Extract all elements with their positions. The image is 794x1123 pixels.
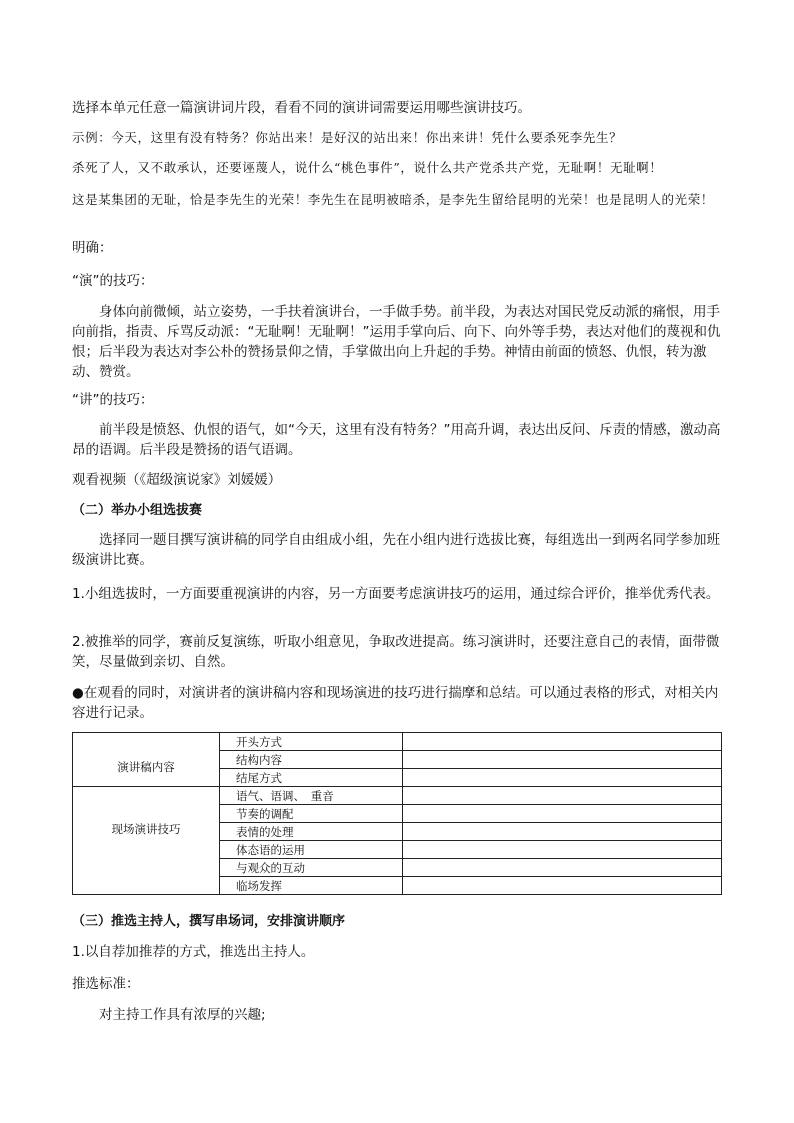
table-cell-blank <box>403 769 722 787</box>
yan-heading: “演”的技巧： <box>72 273 154 289</box>
table-row-label: 与观众的互动 <box>220 859 403 877</box>
table-cell-blank <box>403 859 722 877</box>
table-row-label: 开头方式 <box>220 733 403 751</box>
table-cell-blank <box>403 733 722 751</box>
group-speech-content: 演讲稿内容 <box>73 733 220 787</box>
table-row-label: 体态语的运用 <box>220 841 403 859</box>
list-item-1: 1.小组选拔时，一方面要重视演讲的内容，另一方面要考虑演讲技巧的运用，通过综合评价，推举优秀代表。 <box>72 586 720 602</box>
bullet-note: ●在观看的同时，对演讲者的演讲稿内容和现场演进的技巧进行揣摩和总结。可以通过表格的形式，对相关内容进行记录。 <box>72 685 719 721</box>
section2-body: 选择同一题目撰写演讲稿的同学自由组成小组，先在小组内进行选拔比赛，每组选出一到两名同学参加班级演讲比赛。 <box>72 532 720 568</box>
list-item-2: 2.被推举的同学，赛前反复演练，听取小组意见，争取改进提高。练习演讲时，还要注意自己的表情，面带微笑，尽量做到亲切、自然。 <box>72 634 720 670</box>
table-row-label: 结尾方式 <box>220 769 403 787</box>
table-cell-blank <box>403 805 722 823</box>
table-cell-blank <box>403 877 722 895</box>
yan-body: 身体向前微倾，站立姿势，一手扶着演讲台，一手做手势。前半段，为表达对国民党反动派的痛恨，用手向前指，指责、斥骂反动派：“无耻啊！无耻啊！”运用手掌向后、向下、向外等手势，表达对他们的蔑视和仇恨；后半段为表达对李公朴的赞扬景仰之情，手掌做出向上升起的手势。神情由前面的愤怒、仇恨，转为激动、赞赏。 <box>72 304 721 380</box>
example-line-2: 杀死了人，又不敢承认，还要诬蔑人，说什么“桃色事件”，说什么共产党杀共产党，无耻啊！无耻啊！ <box>72 160 663 175</box>
table-cell-blank <box>403 841 722 859</box>
example-line-3: 这是某集团的无耻，恰是李先生的光荣！李先生在昆明被暗杀，是李先生留给昆明的光荣！也是昆明人的光荣！ <box>72 192 714 207</box>
section3-item-1: 1.以自荐加推荐的方式，推选出主持人。 <box>72 944 315 960</box>
table-cell-blank <box>403 823 722 841</box>
group-live-skills: 现场演讲技巧 <box>73 787 220 895</box>
table-row-label: 临场发挥 <box>220 877 403 895</box>
section3-title: （三）推选主持人，撰写串场词，安排演讲顺序 <box>72 914 346 929</box>
table-row-label: 节奏的调配 <box>220 805 403 823</box>
criteria-item-1: 对主持工作具有浓厚的兴趣; <box>99 1007 266 1023</box>
mingque-label: 明确： <box>72 240 113 256</box>
intro-text: 选择本单元任意一篇演讲词片段，看看不同的演讲词需要运用哪些演讲技巧。 <box>72 100 531 116</box>
table-cell-blank <box>403 751 722 769</box>
table-row-label: 结构内容 <box>220 751 403 769</box>
section2-title: （二）举办小组选拔赛 <box>72 503 203 518</box>
criteria-label: 推选标准： <box>72 976 140 992</box>
jiang-heading: “讲”的技巧： <box>72 392 154 408</box>
table-cell-blank <box>403 787 722 805</box>
record-table <box>72 732 722 895</box>
example-line-1: 示例：今天，这里有没有特务？你站出来！是好汉的站出来！你出来讲！凭什么要杀死李先生？ <box>72 130 623 145</box>
video-line: 观看视频（《超级演说家》刘媛媛） <box>72 472 282 488</box>
jiang-body: 前半段是愤怒、仇恨的语气，如“今天，这里有没有特务？”用高升调，表达出反问、斥责的情感，激动高昂的语调。后半段是赞扬的语气语调。 <box>72 422 721 458</box>
table-row-label: 表情的处理 <box>220 823 403 841</box>
table-row-label: 语气、语调、 重音 <box>220 787 403 805</box>
